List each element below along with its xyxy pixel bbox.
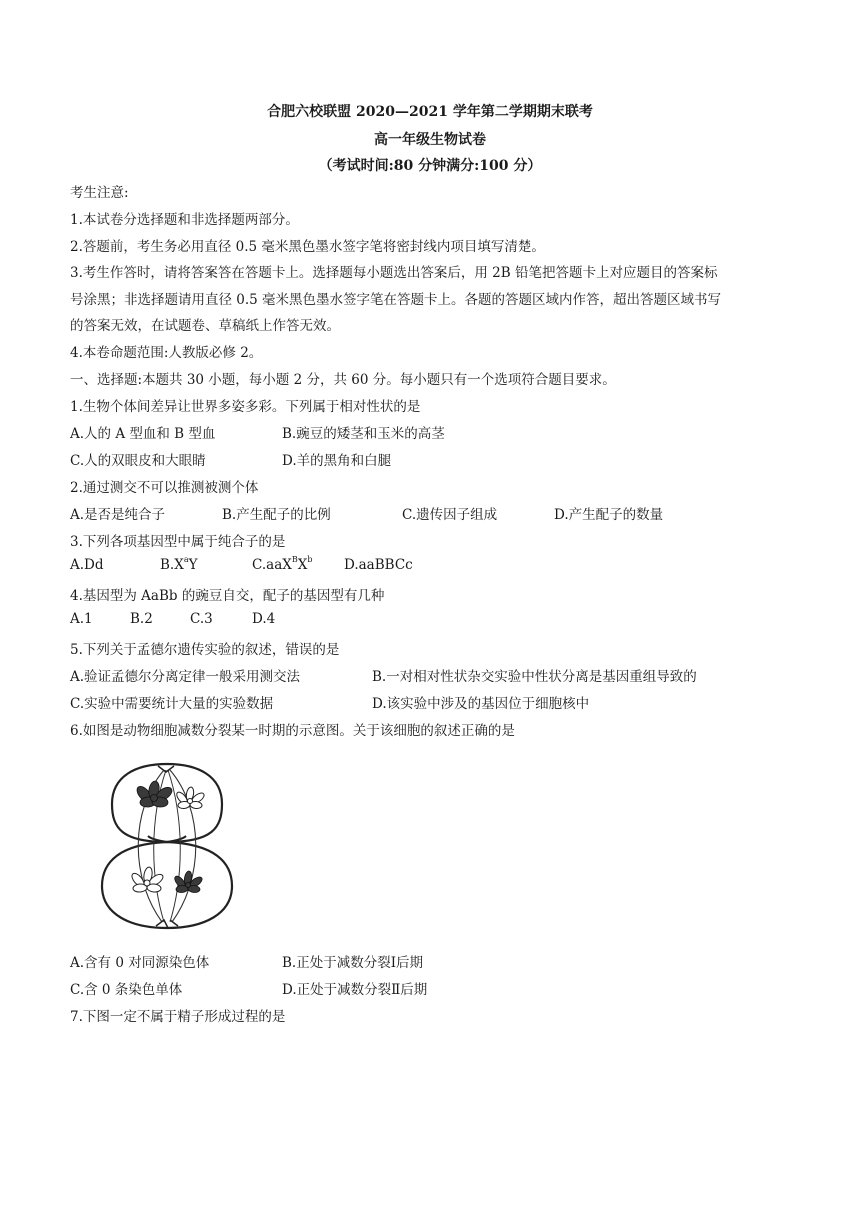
question-6-stem: 6.如图是动物细胞减数分裂某一时期的示意图。关于该细胞的叙述正确的是 <box>70 723 515 739</box>
question-2-option-b: B.产生配子的比例 <box>222 507 331 523</box>
notice-heading: 考生注意: <box>70 185 129 201</box>
notice-item-2: 2.答题前，考生务必用直径 0.5 毫米黑色墨水签字笔将密封线内项目填写清楚。 <box>70 239 545 255</box>
question-1-option-a: A.人的 A 型血和 B 型血 <box>70 426 216 442</box>
notice-item-3-line-2: 号涂黑；非选择题请用直径 0.5 毫米黑色墨水签字笔在答题卡上。各题的答题区域内作答，超出答题区域书写 <box>70 292 722 308</box>
question-4-option-c: C.3 <box>190 611 213 627</box>
notice-item-3-line-1: 3.考生作答时，请将答案答在答题卡上。选择题每小题选出答案后，用 2B 铅笔把答题卡上对应题目的答案标 <box>70 265 718 281</box>
notice-item-4: 4.本卷命题范围:人教版必修 2。 <box>70 345 263 361</box>
question-4-stem: 4.基因型为 AaBb 的豌豆自交，配子的基因型有几种 <box>70 588 385 604</box>
question-7-stem: 7.下图一定不属于精子形成过程的是 <box>70 1009 286 1025</box>
exam-time-info: （考试时间:80 分钟满分:100 分） <box>318 158 542 174</box>
question-6-option-a: A.含有 0 对同源染色体 <box>70 955 210 971</box>
question-1-stem: 1.生物个体间差异让世界多姿多彩。下列属于相对性状的是 <box>70 399 421 415</box>
question-5-option-d: D.该实验中涉及的基因位于细胞核中 <box>372 696 590 712</box>
question-3-option-a: A.Dd <box>70 557 104 573</box>
notice-item-3-line-3: 的答案无效，在试题卷、草稿纸上作答无效。 <box>70 318 340 334</box>
cell-division-figure <box>92 758 242 932</box>
option-b-superscript: a <box>183 555 189 564</box>
option-b-text-tail: Y <box>188 557 198 573</box>
question-5-option-c: C.实验中需要统计大量的实验数据 <box>70 696 274 712</box>
option-b-text: B.X <box>160 557 184 573</box>
option-c-superscript-1: B <box>291 555 298 564</box>
question-1-option-d: D.羊的黑角和白腿 <box>282 453 392 469</box>
section-heading: 一、选择题:本题共 30 小题，每小题 2 分，共 60 分。每小题只有一个选项符合题目要求。 <box>70 372 616 388</box>
question-1-option-b: B.豌豆的矮茎和玉米的高茎 <box>282 426 445 442</box>
exam-title: 合肥六校联盟 2020—2021 学年第二学期期末联考 <box>267 104 593 120</box>
option-c-superscript-2: b <box>307 555 313 564</box>
notice-item-1: 1.本试卷分选择题和非选择题两部分。 <box>70 212 299 228</box>
option-c-text-mid: X <box>297 557 308 573</box>
question-5-stem: 5.下列关于孟德尔遗传实验的叙述，错误的是 <box>70 642 340 658</box>
question-5-option-a: A.验证孟德尔分离定律一般采用测交法 <box>70 669 301 685</box>
question-4-option-b: B.2 <box>130 611 153 627</box>
question-4-option-a: A.1 <box>70 611 93 627</box>
question-6-option-b: B.正处于减数分裂Ⅰ后期 <box>282 955 424 971</box>
question-3-option-c <box>252 557 313 573</box>
question-2-stem: 2.通过测交不可以推测被测个体 <box>70 480 259 496</box>
option-c-text: C.aaX <box>252 557 292 573</box>
question-6-option-d: D.正处于减数分裂Ⅱ后期 <box>282 982 428 998</box>
question-3-option-d: D.aaBBCc <box>344 557 413 573</box>
question-6-option-c: C.含 0 条染色单体 <box>70 982 183 998</box>
question-1-option-c: C.人的双眼皮和大眼睛 <box>70 453 206 469</box>
question-2-option-d: D.产生配子的数量 <box>554 507 664 523</box>
question-2-option-c: C.遗传因子组成 <box>402 507 498 523</box>
question-3-option-b <box>160 557 198 573</box>
question-4-option-d: D.4 <box>252 611 276 627</box>
question-2-option-a: A.是否是纯合子 <box>70 507 166 523</box>
question-3-stem: 3.下列各项基因型中属于纯合子的是 <box>70 534 286 550</box>
exam-subtitle: 高一年级生物试卷 <box>374 132 486 148</box>
question-5-option-b: B.一对相对性状杂交实验中性状分离是基因重组导致的 <box>372 669 697 685</box>
